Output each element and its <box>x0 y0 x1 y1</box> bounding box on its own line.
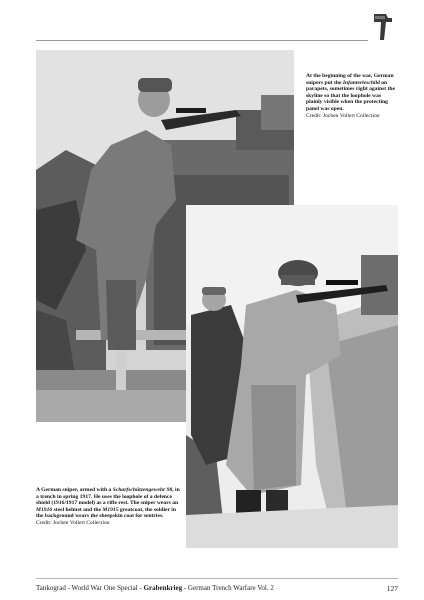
footer-series: Tankograd - World War One Special - <box>36 584 144 592</box>
publisher-logo-icon <box>372 10 394 44</box>
photo-credit: Credit: Jochen Vollert Collection <box>306 112 380 119</box>
caption-text: At the beginning of the war, German snipers put the <box>306 73 394 86</box>
page-number: 127 <box>386 584 398 593</box>
footer-subtitle: - German Trench Warfare Vol. 2 <box>182 584 274 592</box>
caption-italic-term: M1916 <box>36 506 53 513</box>
caption-italic-term: M1915 <box>102 506 119 513</box>
caption-italic-term: Scharfschützengewehr 98 <box>112 487 173 493</box>
helmet-sniper-photo <box>186 205 398 548</box>
caption-text: steel helmet and the <box>52 506 103 513</box>
caption-text: greatcoat, the soldier in the background wears the sheepskin coat for sentries. <box>36 506 176 520</box>
caption-italic-term: Infanterieschild <box>342 79 380 86</box>
caption-text: on parapets, sometimes right against the skyline so that the loophole was plainly visible when the protecting panel was open. <box>306 79 396 112</box>
caption-text: A German sniper, armed with a <box>36 487 113 493</box>
caption-text: , in a trench in spring 1917. He uses the loophole of a defence shield (1916/1917 model) as a rifle rest. The sniper wears an <box>36 487 180 507</box>
page-footer <box>36 584 398 593</box>
header-rule <box>36 40 368 41</box>
footer-title: Grabenkrieg <box>143 584 183 592</box>
caption-bottom-left <box>36 487 182 527</box>
footer-rule <box>36 578 398 579</box>
photo-credit: Credit: Jochen Vollert Collection <box>36 519 110 526</box>
caption-top-right <box>306 73 398 119</box>
